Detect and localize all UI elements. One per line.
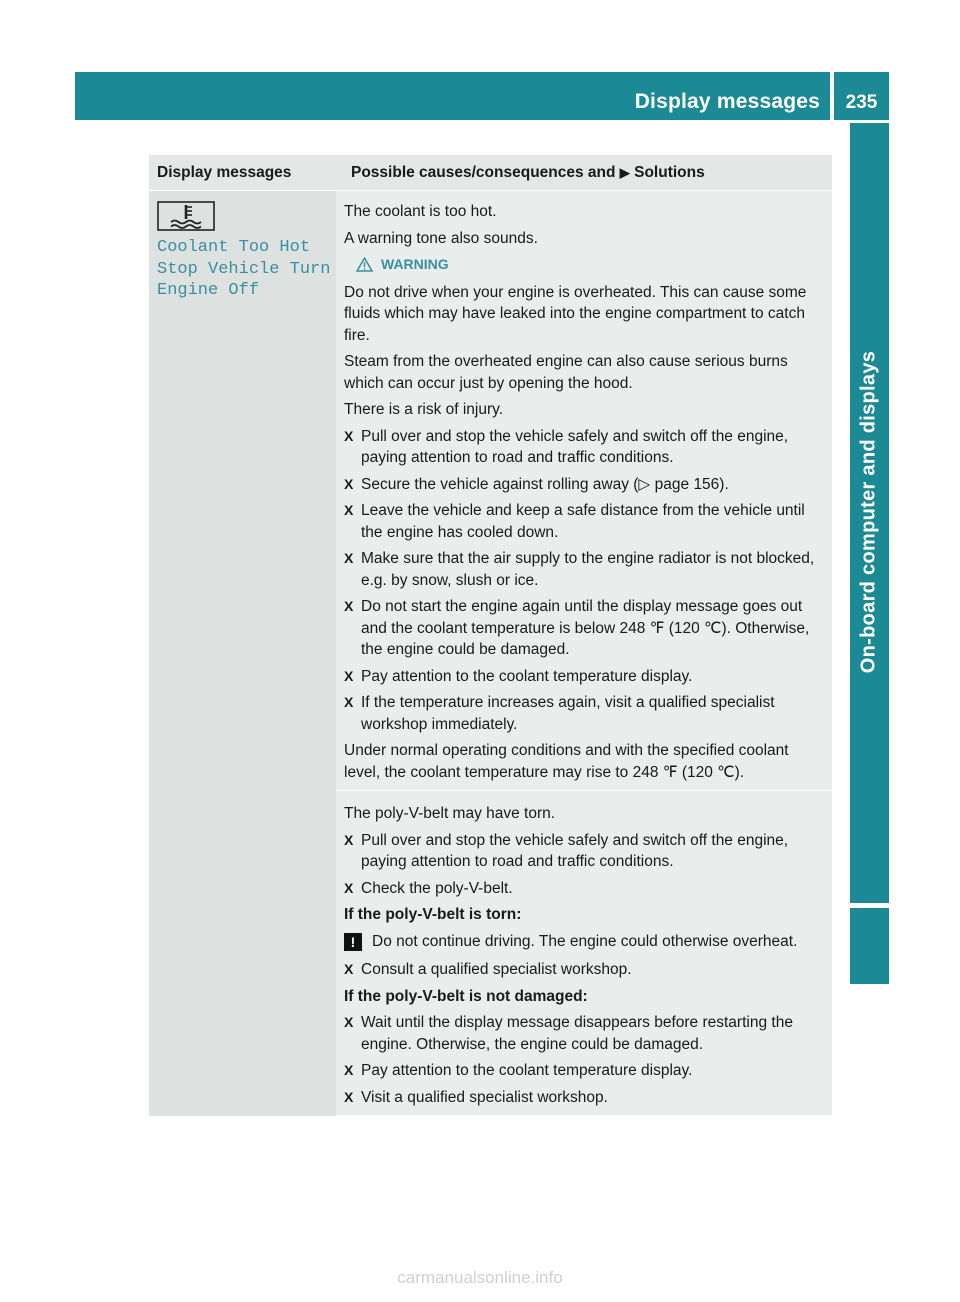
step-item bbox=[344, 426, 824, 469]
step-marker-icon: X bbox=[344, 502, 354, 518]
step-text: Pull over and stop the vehicle safely and switch off the engine, paying attention to road and traffic conditions. bbox=[361, 427, 789, 466]
display-line: Coolant Too Hot bbox=[157, 238, 311, 257]
warning-text: Steam from the overheated engine can also cause serious burns which can occur just by opening the hood. bbox=[344, 353, 788, 392]
step-marker-icon: X bbox=[344, 667, 354, 684]
step-text: Do not start the engine again until the display message goes out and the coolant temperature is below 248 ℉ (120 ℃). Otherwise, the engine could be damaged. bbox=[361, 598, 810, 658]
step-item bbox=[344, 1087, 824, 1109]
page-title: Display messages bbox=[634, 90, 820, 113]
note-text: Under normal operating conditions and with the specified coolant level, the coolant temperature may rise to 248 ℉ (120 ℃). bbox=[344, 742, 789, 781]
subheading: If the poly-V-belt is torn: bbox=[344, 906, 522, 923]
warning-text: Do not drive when your engine is overheated. This can cause some fluids which may have leaked into the engine compartment to catch fire. bbox=[344, 283, 807, 344]
side-tab-marker bbox=[850, 908, 889, 984]
step-marker-icon: X bbox=[344, 427, 354, 444]
warning-label: WARNING bbox=[381, 256, 449, 272]
step-marker-icon: X bbox=[344, 961, 354, 977]
step-marker-icon: X bbox=[344, 694, 354, 710]
step-text: Leave the vehicle and keep a safe distance from the vehicle until the engine has cooled down. bbox=[361, 502, 805, 541]
side-tab-label: On-board computer and displays bbox=[857, 350, 880, 674]
step-marker-icon: X bbox=[344, 1088, 354, 1105]
col-header-text: Possible causes/consequences and bbox=[351, 164, 616, 181]
caution-text: Do not continue driving. The engine could otherwise overheat. bbox=[372, 932, 798, 950]
messages-table bbox=[149, 155, 832, 1116]
col-header-display: Display messages bbox=[157, 164, 292, 181]
step-text: Wait until the display message disappears before restarting the engine. Otherwise, the engine could be damaged. bbox=[361, 1014, 793, 1053]
table-header bbox=[149, 155, 832, 191]
exclamation-icon: ! bbox=[344, 933, 362, 951]
overheat-solutions bbox=[336, 191, 832, 791]
step-marker-icon: X bbox=[344, 1014, 354, 1030]
cause-text: A warning tone also sounds. bbox=[344, 229, 538, 247]
step-item bbox=[344, 959, 824, 981]
watermark: carmanualsonline.info bbox=[397, 1268, 563, 1287]
warning-triangle-icon bbox=[356, 257, 373, 272]
warning-heading bbox=[356, 254, 824, 276]
page-number: 235 bbox=[845, 92, 878, 113]
step-marker-icon: X bbox=[344, 475, 354, 492]
step-item bbox=[344, 548, 824, 591]
step-item bbox=[344, 878, 824, 900]
belt-solutions bbox=[336, 791, 832, 1115]
display-line: Stop Vehicle Turn bbox=[157, 259, 331, 279]
step-item bbox=[344, 830, 824, 873]
step-text: Secure the vehicle against rolling away (▷ page 156). bbox=[361, 475, 729, 493]
cause-text: The coolant is too hot. bbox=[344, 203, 497, 220]
step-text: Check the poly-V-belt. bbox=[361, 879, 513, 897]
step-item bbox=[344, 596, 824, 661]
step-marker-icon: X bbox=[344, 1062, 354, 1078]
display-message-cell bbox=[149, 191, 336, 1116]
col-header-tail: Solutions bbox=[634, 164, 705, 181]
step-marker-icon: X bbox=[344, 879, 354, 896]
step-text: Pull over and stop the vehicle safely and switch off the engine, paying attention to road and traffic conditions. bbox=[361, 831, 789, 870]
step-marker-icon: X bbox=[344, 550, 354, 566]
step-item bbox=[344, 692, 824, 735]
step-item bbox=[344, 666, 824, 688]
step-text: Pay attention to the coolant temperature display. bbox=[361, 1062, 693, 1079]
step-text: Consult a qualified specialist workshop. bbox=[361, 961, 632, 978]
warning-text: There is a risk of injury. bbox=[344, 401, 504, 418]
col-header-solutions bbox=[342, 155, 705, 190]
step-item bbox=[344, 474, 824, 496]
step-item bbox=[344, 1060, 824, 1082]
step-marker-icon: X bbox=[344, 831, 354, 848]
coolant-temperature-icon bbox=[157, 201, 215, 231]
step-marker-icon: X bbox=[344, 598, 354, 614]
step-item bbox=[344, 1012, 824, 1055]
step-text: Visit a qualified specialist workshop. bbox=[361, 1088, 608, 1106]
caution-note bbox=[344, 931, 824, 953]
subheading: If the poly-V-belt is not damaged: bbox=[344, 987, 588, 1005]
display-line: Engine Off bbox=[157, 281, 260, 300]
arrow-right-icon: ▶ bbox=[619, 165, 630, 180]
cause-text: The poly-V-belt may have torn. bbox=[344, 805, 556, 822]
step-text: Make sure that the air supply to the engine radiator is not blocked, e.g. by snow, slush or ice. bbox=[361, 550, 815, 589]
step-item bbox=[344, 500, 824, 543]
step-text: Pay attention to the coolant temperature display. bbox=[361, 667, 693, 685]
step-text: If the temperature increases again, visit a qualified specialist workshop immediately. bbox=[361, 694, 775, 733]
